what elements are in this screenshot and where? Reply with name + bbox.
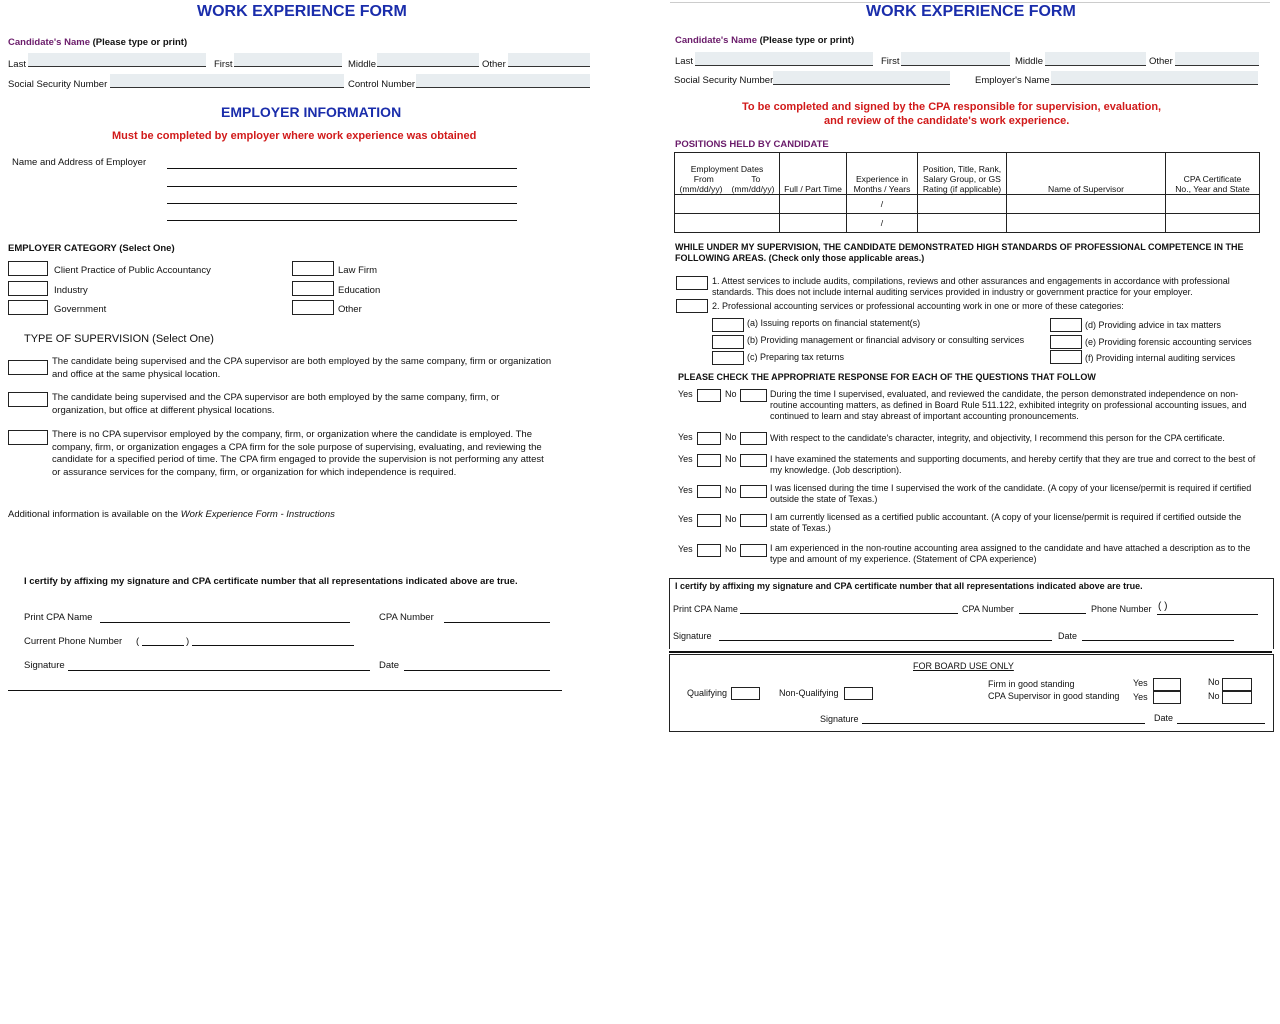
supervision-heading: TYPE OF SUPERVISION (Select One): [24, 333, 214, 345]
right-last-name-field[interactable]: [695, 52, 873, 66]
left-first-label: First: [214, 59, 233, 70]
category-checkbox[interactable]: [8, 281, 48, 296]
col-experience: Experience in Months / Years: [847, 153, 918, 195]
employer-category-heading: EMPLOYER CATEGORY (Select One): [8, 243, 175, 254]
left-certify-statement: I certify by affixing my signature and CPA certificate number that all representations indicated above are true.: [24, 576, 518, 587]
no-checkbox[interactable]: [740, 485, 767, 498]
left-phone-number-line[interactable]: [192, 645, 354, 646]
subarea-label: (a) Issuing reports on financial statement(s): [747, 318, 921, 328]
right-candidate-name-label: Candidate's Name: [675, 35, 757, 46]
subarea-checkbox[interactable]: [712, 351, 744, 365]
subarea-checkbox[interactable]: [1050, 318, 1082, 332]
position-row[interactable]: /: [675, 195, 1260, 214]
area-checkbox[interactable]: [676, 276, 708, 290]
position-row[interactable]: /: [675, 214, 1260, 233]
col-employment-dates: Employment Dates From To (mm/dd/yy) (mm/dd/yy): [675, 153, 780, 195]
left-cpa-number-line[interactable]: [444, 622, 550, 623]
yes-checkbox[interactable]: [697, 514, 721, 527]
no-checkbox[interactable]: [740, 514, 767, 527]
name-address-employer-label: Name and Address of Employer: [12, 157, 147, 168]
left-bottom-divider: [8, 690, 562, 691]
right-phone-number-label: Phone Number: [1091, 604, 1152, 614]
left-other-name-field[interactable]: [508, 53, 590, 67]
left-print-cpa-label: Print CPA Name: [24, 612, 93, 623]
category-checkbox[interactable]: [8, 261, 48, 276]
right-date-label: Date: [1058, 631, 1078, 641]
no-checkbox[interactable]: [740, 389, 767, 402]
left-date-line[interactable]: [404, 670, 550, 671]
subarea-checkbox[interactable]: [1050, 350, 1082, 364]
category-label: Client Practice of Public Accountancy: [54, 265, 211, 276]
question-text: I have examined the statements and supporting documents, and hereby certify that they are true and correct to the best of my knowledge. (Job description).: [770, 454, 1256, 475]
cpa-good-standing-label: CPA Supervisor in good standing: [988, 691, 1120, 701]
supervision-checkbox[interactable]: [8, 430, 48, 445]
category-checkbox[interactable]: [292, 300, 334, 315]
right-print-cpa-name-line[interactable]: [740, 613, 958, 614]
left-date-label: Date: [379, 660, 400, 671]
right-first-name-field[interactable]: [901, 52, 1010, 66]
yes-checkbox[interactable]: [697, 544, 721, 557]
yes-checkbox[interactable]: [697, 432, 721, 445]
positions-table: [674, 152, 1260, 233]
positions-heading: POSITIONS HELD BY CANDIDATE: [675, 139, 829, 150]
category-label: Law Firm: [338, 265, 378, 276]
subarea-checkbox[interactable]: [712, 318, 744, 332]
right-date-line[interactable]: [1082, 640, 1234, 641]
left-phone-paren-open: (: [136, 636, 140, 647]
right-first-label: First: [881, 56, 900, 67]
category-label: Industry: [54, 285, 88, 296]
col-supervisor: Name of Supervisor: [1007, 153, 1166, 195]
left-candidate-name-hint: (Please type or print): [92, 37, 188, 48]
col-position: Position, Title, Rank, Salary Group, or GS Rating (if applicable): [918, 153, 1007, 195]
area-text: 2. Professional accounting services or professional accounting work in one or more of these categories:: [712, 301, 1124, 311]
subarea-label: (b) Providing management or financial advisory or consulting services: [747, 335, 1025, 345]
additional-info-text: Additional information is available on the: [8, 509, 181, 520]
yes-checkbox[interactable]: [697, 454, 721, 467]
left-phone-area-code-line[interactable]: [142, 645, 184, 646]
left-control-number-label: Control Number: [348, 79, 416, 90]
left-middle-name-field[interactable]: [377, 53, 479, 67]
right-print-cpa-label: Print CPA Name: [673, 604, 738, 614]
subarea-checkbox[interactable]: [1050, 335, 1082, 349]
while-heading: WHILE UNDER MY SUPERVISION, THE CANDIDATE DEMONSTRATED HIGH STANDARDS OF PROFESSIONAL COMPETENCE IN THE FOLLOWING AREAS. (Check only those applicable areas.): [675, 242, 1244, 263]
qualifying-label: Qualifying: [687, 688, 728, 698]
right-signature-label: Signature: [673, 631, 712, 641]
subarea-label: (c) Preparing tax returns: [747, 352, 845, 362]
supervision-option-text: There is no CPA supervisor employed by the company, firm, or organization where the candidate is employed. The company, firm, or organization engages a CPA firm for the sole purpose of supervising, evaluating, and reviewing the candidate for a specified period of time. The CPA firm engaged to provide the supervision is not performing any attest or assurance services for the company, firm, or organization for which independence is required.: [52, 429, 544, 478]
right-signature-line[interactable]: [719, 640, 1052, 641]
subarea-label: (d) Providing advice in tax matters: [1085, 320, 1222, 330]
employer-address-line[interactable]: [167, 203, 517, 204]
firm-yes-checkbox[interactable]: [1153, 678, 1181, 691]
no-checkbox[interactable]: [740, 544, 767, 557]
firm-good-standing-label: Firm in good standing: [988, 679, 1075, 689]
board-signature-label: Signature: [820, 714, 859, 724]
right-ssn-field[interactable]: [773, 71, 950, 85]
question-text: With respect to the candidate's character, integrity, and objectivity, I recommend this person for the CPA certificate.: [770, 433, 1225, 443]
subarea-label: (e) Providing forensic accounting services: [1085, 337, 1252, 347]
left-phone-paren-close: ): [186, 636, 190, 647]
supervision-checkbox[interactable]: [8, 360, 48, 375]
left-ssn-field[interactable]: [110, 74, 344, 88]
firm-no-checkbox[interactable]: [1222, 678, 1252, 691]
cpa-instruction-line2: and review of the candidate's work experience.: [824, 115, 1070, 127]
right-phone-number-line[interactable]: [1157, 614, 1258, 615]
area-text: 1. Attest services to include audits, compilations, reviews and other assurances and engagements in accordance with professional standards. This does not include internal auditing services provided in industry or government practice for your employer.: [712, 276, 1230, 297]
left-signature-line[interactable]: [68, 670, 370, 671]
right-employer-name-field[interactable]: [1051, 71, 1258, 85]
category-checkbox[interactable]: [292, 281, 334, 296]
col-full-part-time: Full / Part Time: [780, 153, 847, 195]
no-checkbox[interactable]: [740, 454, 767, 467]
cpa-no-checkbox[interactable]: [1222, 691, 1252, 704]
employer-info-heading: EMPLOYER INFORMATION: [221, 104, 402, 120]
left-candidate-name-label: Candidate's Name: [8, 37, 90, 48]
yes-checkbox[interactable]: [697, 485, 721, 498]
left-other-label: Other: [482, 59, 506, 70]
cpa-instruction-line1: To be completed and signed by the CPA responsible for supervision, evaluation,: [742, 101, 1162, 113]
left-control-number-field[interactable]: [416, 74, 590, 88]
category-label: Government: [54, 304, 107, 315]
qualifying-checkbox[interactable]: [731, 687, 760, 700]
employer-address-line[interactable]: [167, 168, 517, 169]
right-cpa-number-line[interactable]: [1019, 613, 1086, 614]
right-certify-statement: I certify by affixing my signature and CPA certificate number that all representations indicated above are true.: [675, 581, 1143, 591]
board-signature-line[interactable]: [862, 723, 1145, 724]
category-checkbox[interactable]: [292, 261, 334, 276]
left-ssn-label: Social Security Number: [8, 79, 108, 90]
right-other-name-field[interactable]: [1175, 52, 1259, 66]
question-text: During the time I supervised, evaluated, and reviewed the candidate, the person demonstrated independence on non-routine accounting matters, as defined in Board Rule 511.122, exhibited integrity on professional accounting issues, and continued to learn and stay abreast of important accounting pronouncements.: [770, 389, 1247, 421]
instructions-link[interactable]: Work Experience Form - Instructions: [180, 509, 335, 520]
left-last-name-field[interactable]: [28, 53, 206, 67]
supervision-option-text: The candidate being supervised and the CPA supervisor are both employed by the same company, firm or organization and office at the same physical location.: [52, 356, 552, 380]
category-label: Other: [338, 304, 362, 315]
board-date-label: Date: [1154, 713, 1174, 723]
question-text: I was licensed during the time I supervised the work of the candidate. (A copy of your license/permit is required if certified outside the state of Texas.): [770, 483, 1252, 504]
subarea-label: (f) Providing internal auditing services: [1085, 353, 1236, 363]
right-middle-name-field[interactable]: [1045, 52, 1146, 66]
non-qualifying-label: Non-Qualifying: [779, 688, 839, 698]
left-cpa-number-label: CPA Number: [379, 612, 434, 623]
question-text: I am currently licensed as a certified public accountant. (A copy of your license/permit is required if certified outside the state of Texas.): [770, 512, 1242, 533]
category-checkbox[interactable]: [8, 300, 48, 315]
right-form-title: WORK EXPERIENCE FORM: [866, 3, 1076, 20]
left-first-name-field[interactable]: [234, 53, 342, 67]
board-date-line[interactable]: [1177, 723, 1265, 724]
area-checkbox[interactable]: [676, 299, 708, 313]
col-cpa-certificate: CPA Certificate No., Year and State: [1166, 153, 1260, 195]
right-phone-paren: ( ): [1158, 601, 1168, 612]
right-other-label: Other: [1149, 56, 1173, 67]
non-qualifying-checkbox[interactable]: [844, 687, 873, 700]
left-phone-label: Current Phone Number: [24, 636, 123, 647]
board-use-heading: FOR BOARD USE ONLY: [913, 661, 1014, 671]
left-form-title: WORK EXPERIENCE FORM: [197, 3, 407, 20]
cpa-yes-checkbox[interactable]: [1153, 691, 1181, 704]
employer-address-line[interactable]: [167, 220, 517, 221]
no-checkbox[interactable]: [740, 432, 767, 445]
please-check-heading: PLEASE CHECK THE APPROPRIATE RESPONSE FOR EACH OF THE QUESTIONS THAT FOLLOW: [678, 372, 1096, 382]
employer-address-line[interactable]: [167, 186, 517, 187]
right-cpa-number-label: CPA Number: [962, 604, 1014, 614]
category-label: Education: [338, 285, 381, 296]
right-last-label: Last: [675, 56, 693, 67]
question-text: I am experienced in the non-routine accounting area assigned to the candidate and have attached a description as to the type and amount of my experience. (Statement of CPA experience): [770, 543, 1251, 564]
yes-checkbox[interactable]: [697, 389, 721, 402]
employer-instruction: Must be completed by employer where work experience was obtained: [112, 130, 477, 142]
supervision-option-text: The candidate being supervised and the CPA supervisor are both employed by the same company, firm, or organization, but office at different physical locations.: [52, 392, 500, 416]
supervision-checkbox[interactable]: [8, 392, 48, 407]
right-middle-label: Middle: [1015, 56, 1043, 67]
left-signature-label: Signature: [24, 660, 65, 671]
right-ssn-label: Social Security Number: [674, 75, 774, 86]
right-candidate-name-hint: (Please type or print): [759, 35, 855, 46]
right-employer-name-label: Employer's Name: [975, 75, 1050, 86]
left-middle-label: Middle: [348, 59, 376, 70]
certify-box-bottom: [669, 651, 1272, 653]
subarea-checkbox[interactable]: [712, 335, 744, 349]
left-print-cpa-name-line[interactable]: [100, 622, 350, 623]
left-last-label: Last: [8, 59, 26, 70]
